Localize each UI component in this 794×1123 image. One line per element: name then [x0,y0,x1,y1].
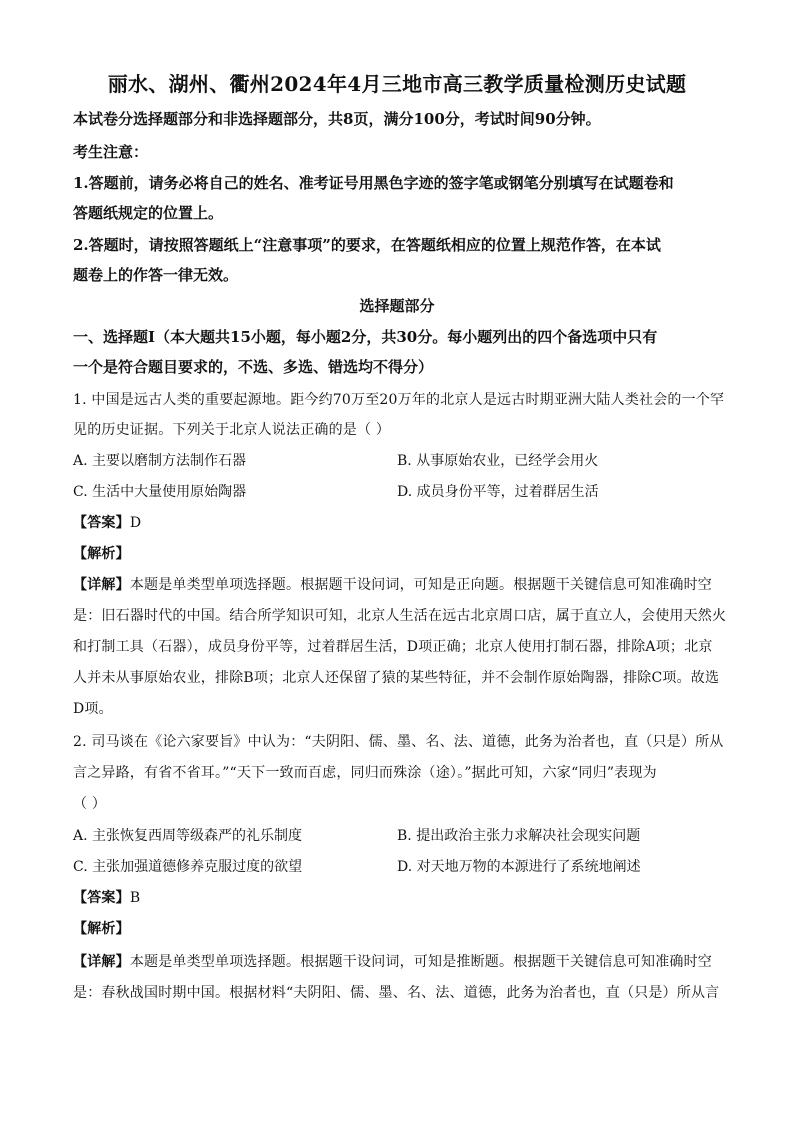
q1-stem-line-2: 见的历史证据。下列关于北京人说法正确的是（ ） [73,422,391,438]
q1-answer-tag: 【答案】 [73,515,130,531]
q1-option-d: D. 成员身份平等，过着群居生活 [397,484,599,500]
q1-option-c: C. 生活中大量使用原始陶器 [73,484,247,500]
notice-2-line-2: 题卷上的作答一律无效。 [73,266,239,284]
part1-heading-line-2: 一个是符合题目要求的，不选、多选、错选均不得分） [73,358,434,376]
q1-detail-text-1: 本题是单类型单项选择题。根据题干设问词，可知是正向题。根据题干关键信息可知准确时空 [129,577,713,593]
q2-detail-line-1 [73,952,712,972]
q2-analysis-tag: 【解析】 [73,921,130,937]
q1-option-a: A. 主要以磨制方法制作石器 [73,453,247,469]
q1-detail-line-2: 是：旧石器时代的中国。结合所学知识可知，北京人生活在远古北京周口店，属于直立人，会使用天然火 [73,608,727,624]
notice-1-line-1: 1.答题前，请务必将自己的姓名、准考证号用黑色字迹的签字笔或钢笔分别填写在试题卷和 [73,174,674,192]
notice-heading: 考生注意： [73,143,149,161]
q1-detail-line-1 [73,575,712,595]
q2-detail-text-1: 本题是单类型单项选择题。根据题干设问词，可知是推断题。根据题干关键信息可知准确时空 [129,954,713,970]
q1-analysis-tag: 【解析】 [73,546,130,562]
q1-detail-line-4: 人并未从事原始农业，排除B项；北京人还保留了猿的某些特征，并不会制作原始陶器，排除C项。故选 [73,670,720,686]
section-title: 选择题部分 [359,297,435,315]
q2-answer-tag: 【答案】 [73,890,130,906]
q2-answer-value: B [129,890,141,906]
q1-option-b: B. 从事原始农业，已经学会用火 [397,453,599,469]
exam-title: 丽水、湖州、衢州2024年4月三地市高三教学质量检测历史试题 [107,72,687,96]
q2-option-b: B. 提出政治主张力求解决社会现实问题 [397,828,641,844]
notice-2-line-1: 2.答题时，请按照答题纸上“注意事项”的要求，在答题纸相应的位置上规范作答，在本试 [73,236,661,254]
q1-stem-line-1: 1. 中国是远古人类的重要起源地。距今约70万至20万年的北京人是远古时期亚洲大陆人类社会的一个罕 [73,392,725,408]
part1-heading-line-1: 一、选择题Ⅰ（本大题共15小题，每小题2分，共30分。每小题列出的四个备选项中只有 [73,328,658,346]
q2-detail-tag: 【详解】 [73,954,130,970]
q2-stem-line-2: 言之异路，有省不省耳。”“天下一致而百虑，同归而殊涂（途）。”据此可知，六家“同归”表现为 [73,765,657,781]
q1-answer [73,513,141,533]
exam-intro: 本试卷分选择题部分和非选择题部分，共8页，满分100分，考试时间90分钟。 [73,110,601,128]
q1-detail-line-5: D项。 [73,701,113,717]
q2-option-a: A. 主张恢复西周等级森严的礼乐制度 [73,828,303,844]
q2-detail-line-2: 是：春秋战国时期中国。根据材料“夫阴阳、儒、墨、名、法、道德，此务为治者也，直（只是）所从言 [73,985,720,1001]
q2-option-c: C. 主张加强道德修养克服过度的欲望 [73,859,303,875]
notice-1-line-2: 答题纸规定的位置上。 [73,204,224,222]
q2-answer [73,888,140,908]
q1-detail-tag: 【详解】 [73,577,130,593]
q1-detail-line-3: 和打制工具（石器），成员身份平等，过着群居生活，D项正确；北京人使用打制石器，排除A项；北京 [73,639,713,655]
q1-answer-value: D [129,515,142,531]
q2-option-d: D. 对天地万物的本源进行了系统地阐述 [397,859,641,875]
q2-stem-line-3: （ ） [73,796,107,812]
q2-stem-line-1: 2. 司马谈在《论六家要旨》中认为：“夫阴阳、儒、墨、名、法、道德，此务为治者也，直（只是）所从 [73,734,724,750]
